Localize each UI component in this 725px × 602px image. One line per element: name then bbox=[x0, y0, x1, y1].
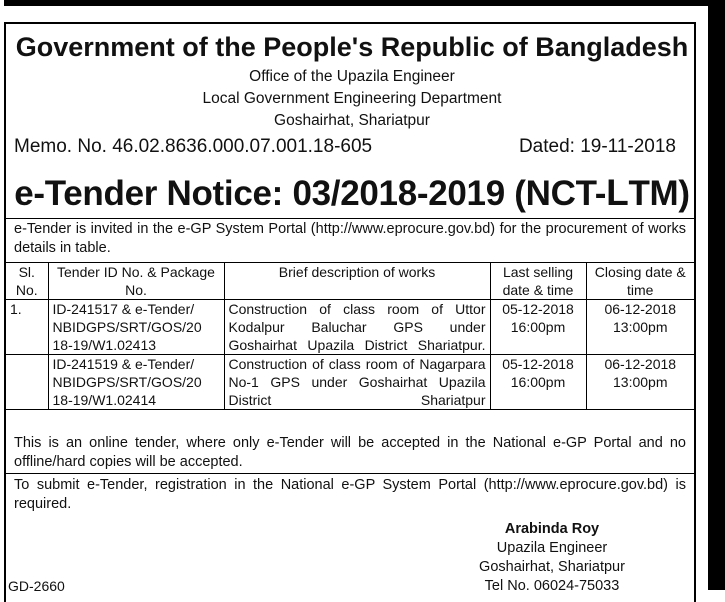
memo-number: Memo. No. 46.02.8636.000.07.001.18-605 bbox=[14, 136, 373, 157]
header-last-selling: Last selling date & time bbox=[490, 263, 586, 300]
cell-sl: 1. bbox=[6, 300, 48, 355]
header-sl: Sl. No. bbox=[6, 263, 48, 300]
title-suffix: TM) bbox=[628, 174, 690, 213]
government-heading: Government of the People's Republic of Bangladesh bbox=[15, 32, 689, 62]
title-big-letter: L bbox=[606, 172, 629, 213]
notice-title bbox=[6, 172, 698, 214]
signatory-location: Goshairhat, Shariatpur bbox=[479, 559, 625, 575]
cell-tender-id: ID-241517 & e-Tender/ NBIDGPS/SRT/GOS/20 18-19/W1.02413 bbox=[48, 300, 224, 355]
registration-note: To submit e-Tender, registration in the National e-GP System Portal (http://www.eprocure.gov.bd) is required. bbox=[14, 477, 686, 512]
signatory-name: Arabinda Roy bbox=[504, 521, 600, 537]
signatory-tel: Tel No. 06024-75033 bbox=[484, 578, 620, 594]
cell-last-selling: 05-12-2018 16:00pm bbox=[490, 300, 586, 355]
cell-sl bbox=[6, 355, 48, 410]
top-border bbox=[4, 0, 708, 6]
notice-frame bbox=[4, 22, 696, 602]
office-line-2: Local Government Engineering Department bbox=[202, 90, 502, 107]
cell-closing: 06-12-2018 13:00pm bbox=[586, 355, 694, 410]
gd-number: GD-2660 bbox=[8, 578, 65, 594]
tender-table bbox=[6, 262, 694, 410]
header-description: Brief description of works bbox=[224, 263, 490, 300]
cell-description: Construction of class room of Nagarpara No-1 GPS under Goshairhat Upazila District Shariatpur bbox=[224, 355, 490, 410]
cell-description: Construction of class room of Uttor Kodalpur Baluchar GPS under Goshairhat Upazila District Shariatpur. bbox=[224, 300, 490, 355]
divider bbox=[6, 473, 694, 474]
online-note: This is an online tender, where only e-Tender will be accepted in the National e-GP Portal and no offline/hard copies will be accepted. bbox=[14, 435, 686, 470]
divider bbox=[6, 218, 694, 219]
signature-block bbox=[6, 520, 698, 596]
table-header-row bbox=[6, 263, 694, 300]
header-closing: Closing date & time bbox=[586, 263, 694, 300]
right-border bbox=[708, 0, 725, 590]
table-row bbox=[6, 300, 694, 355]
cell-closing: 06-12-2018 13:00pm bbox=[586, 300, 694, 355]
cell-tender-id: ID-241519 & e-Tender/ NBIDGPS/SRT/GOS/20 18-19/W1.02414 bbox=[48, 355, 224, 410]
title-prefix: e-Tender Notice: 03/2018-2019 (NCT- bbox=[14, 174, 607, 213]
cell-last-selling: 05-12-2018 16:00pm bbox=[490, 355, 586, 410]
signatory-designation: Upazila Engineer bbox=[496, 540, 608, 556]
intro-paragraph: e-Tender is invited in the e-GP System Portal (http://www.eprocure.gov.bd) for the procurement of works details in table. bbox=[14, 221, 686, 256]
office-line-1: Office of the Upazila Engineer bbox=[249, 68, 455, 85]
memo-date: Dated: 19-11-2018 bbox=[518, 136, 676, 157]
table-row bbox=[6, 355, 694, 410]
office-line-3: Goshairhat, Shariatpur bbox=[274, 112, 430, 129]
header-tender-id: Tender ID No. & Package No. bbox=[48, 263, 224, 300]
